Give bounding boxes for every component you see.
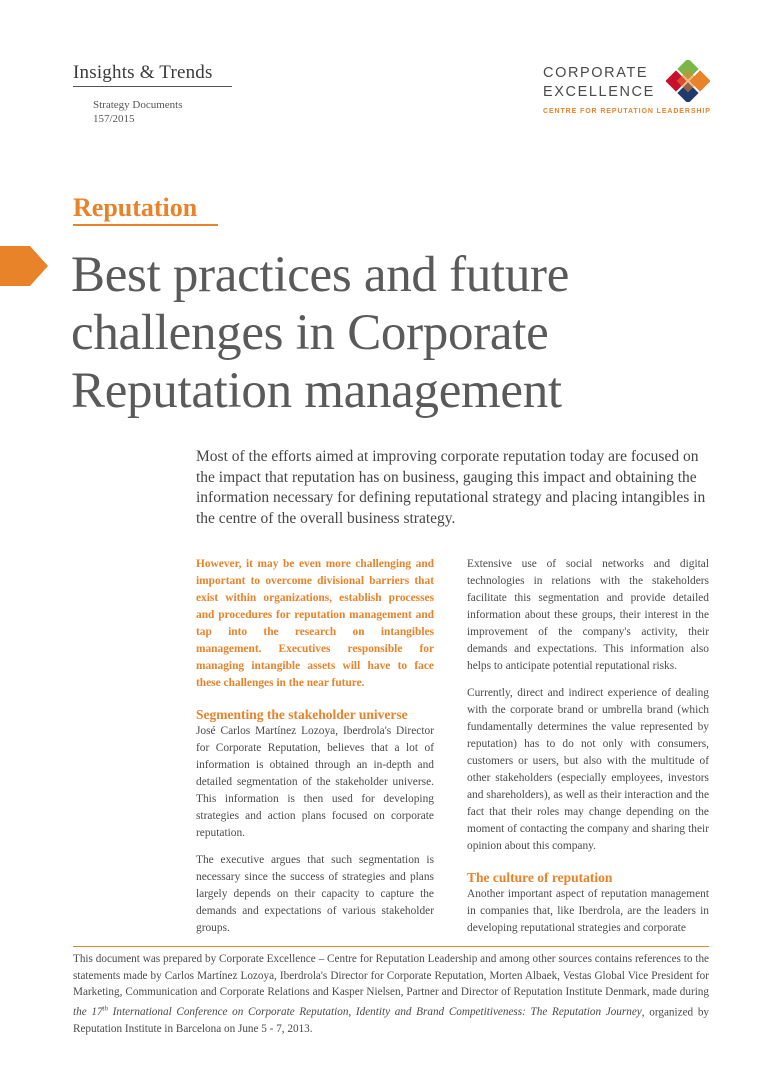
document-info bbox=[93, 98, 183, 126]
body-paragraph: José Carlos Martínez Lozoya, Iberdrola's Director for Corporate Reputation, believes that a lot of information is obtained through an in-depth and detailed segmentation of the stakeholder universe. This information is then used for developing strategies and action plans focused on corporate reputation. bbox=[196, 725, 434, 839]
logo-mark-icon bbox=[666, 60, 710, 102]
orange-arrow-icon bbox=[0, 246, 48, 286]
body-paragraph: Currently, direct and indirect experience of dealing with the corporate brand or umbrella brand (which fundamentally determines the value represented by reputation) has to do not only with consumers, customers or users, but also with the multitude of other stakeholders (especially employees, investors and shareholders), as well as their interaction and the fact that their roles may change depending on the moment of contacting the company and sharing their opinion about this company. bbox=[467, 687, 709, 852]
section-label: Reputation bbox=[73, 193, 198, 222]
footer-ordinal: 17 bbox=[91, 1006, 103, 1019]
body-paragraph: Another important aspect of reputation management in companies that, like Iberdrola, are the leaders in developing reputational strategies and corporate bbox=[467, 888, 709, 934]
logo-tagline: CENTRE FOR REPUTATION LEADERSHIP bbox=[543, 108, 711, 115]
footer-text-end: , organized by Reputation Institute in Barcelona on June 5 - 7, 2013. bbox=[73, 1006, 710, 1035]
doc-number: 157/2015 bbox=[93, 113, 135, 125]
left-column bbox=[196, 556, 434, 937]
logo-text-line1: CORPORATE bbox=[543, 65, 649, 81]
subheading-culture: The culture of reputation bbox=[467, 870, 613, 885]
subheading-segmenting: Segmenting the stakeholder universe bbox=[196, 707, 408, 722]
series-title: Insights & Trends bbox=[73, 62, 213, 83]
series-title-underline bbox=[73, 86, 232, 87]
footer-the: the bbox=[73, 1006, 87, 1019]
section-label-underline bbox=[73, 224, 218, 226]
lead-paragraph: However, it may be even more challenging and important to overcome divisional barriers that exist within organizations, establish processes and procedures for reputation management and tap into the research on intangibles management. Executives responsible for managing intangible assets will have to face these challenges in the near future. bbox=[196, 558, 434, 689]
doc-type: Strategy Documents bbox=[93, 99, 183, 111]
intro-paragraph: Most of the efforts aimed at improving corporate reputation today are focused on the impact that reputation has on business, gauging this impact and obtaining the information necessary for defining reputational strategy and placing intangibles in the centre of the overall business strategy. bbox=[196, 448, 706, 527]
footer-conference-name: International Conference on Corporate Reputation, Identity and Brand Competitiveness: The Reputation Journey bbox=[112, 1006, 642, 1019]
footer-ordinal-suffix: th bbox=[102, 1004, 108, 1013]
logo-text-line2: EXCELLENCE bbox=[543, 84, 655, 100]
body-paragraph: Extensive use of social networks and digital technologies in relations with the stakeholders facilitate this segmentation and provide detailed information about these groups, their interest in the improvement of the company's activity, their demands and expectations. This information also helps to anticipate potential reputational risks. bbox=[467, 558, 709, 672]
corporate-excellence-logo bbox=[540, 60, 710, 120]
footer-note bbox=[73, 951, 709, 1037]
footer-divider bbox=[73, 946, 709, 947]
body-paragraph: The executive argues that such segmentation is necessary since the success of strategies and plans largely depends on their capacity to capture the demands and expectations of various stakeholder groups. bbox=[196, 854, 434, 934]
headline: Best practices and future challenges in Corporate Reputation management bbox=[71, 247, 570, 419]
footer-text: This document was prepared by Corporate Excellence – Centre for Reputation Leadership and among other sources contains references to the statements made by Carlos Martínez Lozoya, Iberdrola's Director for Corporate Reputation, Morten Albaek, Vestas Global Vice President for Marketing, Communication and Corporate Relations and Kasper Nielsen, Partner and Director of Reputation Institute Denmark, made during bbox=[73, 953, 709, 998]
right-column bbox=[467, 556, 709, 937]
